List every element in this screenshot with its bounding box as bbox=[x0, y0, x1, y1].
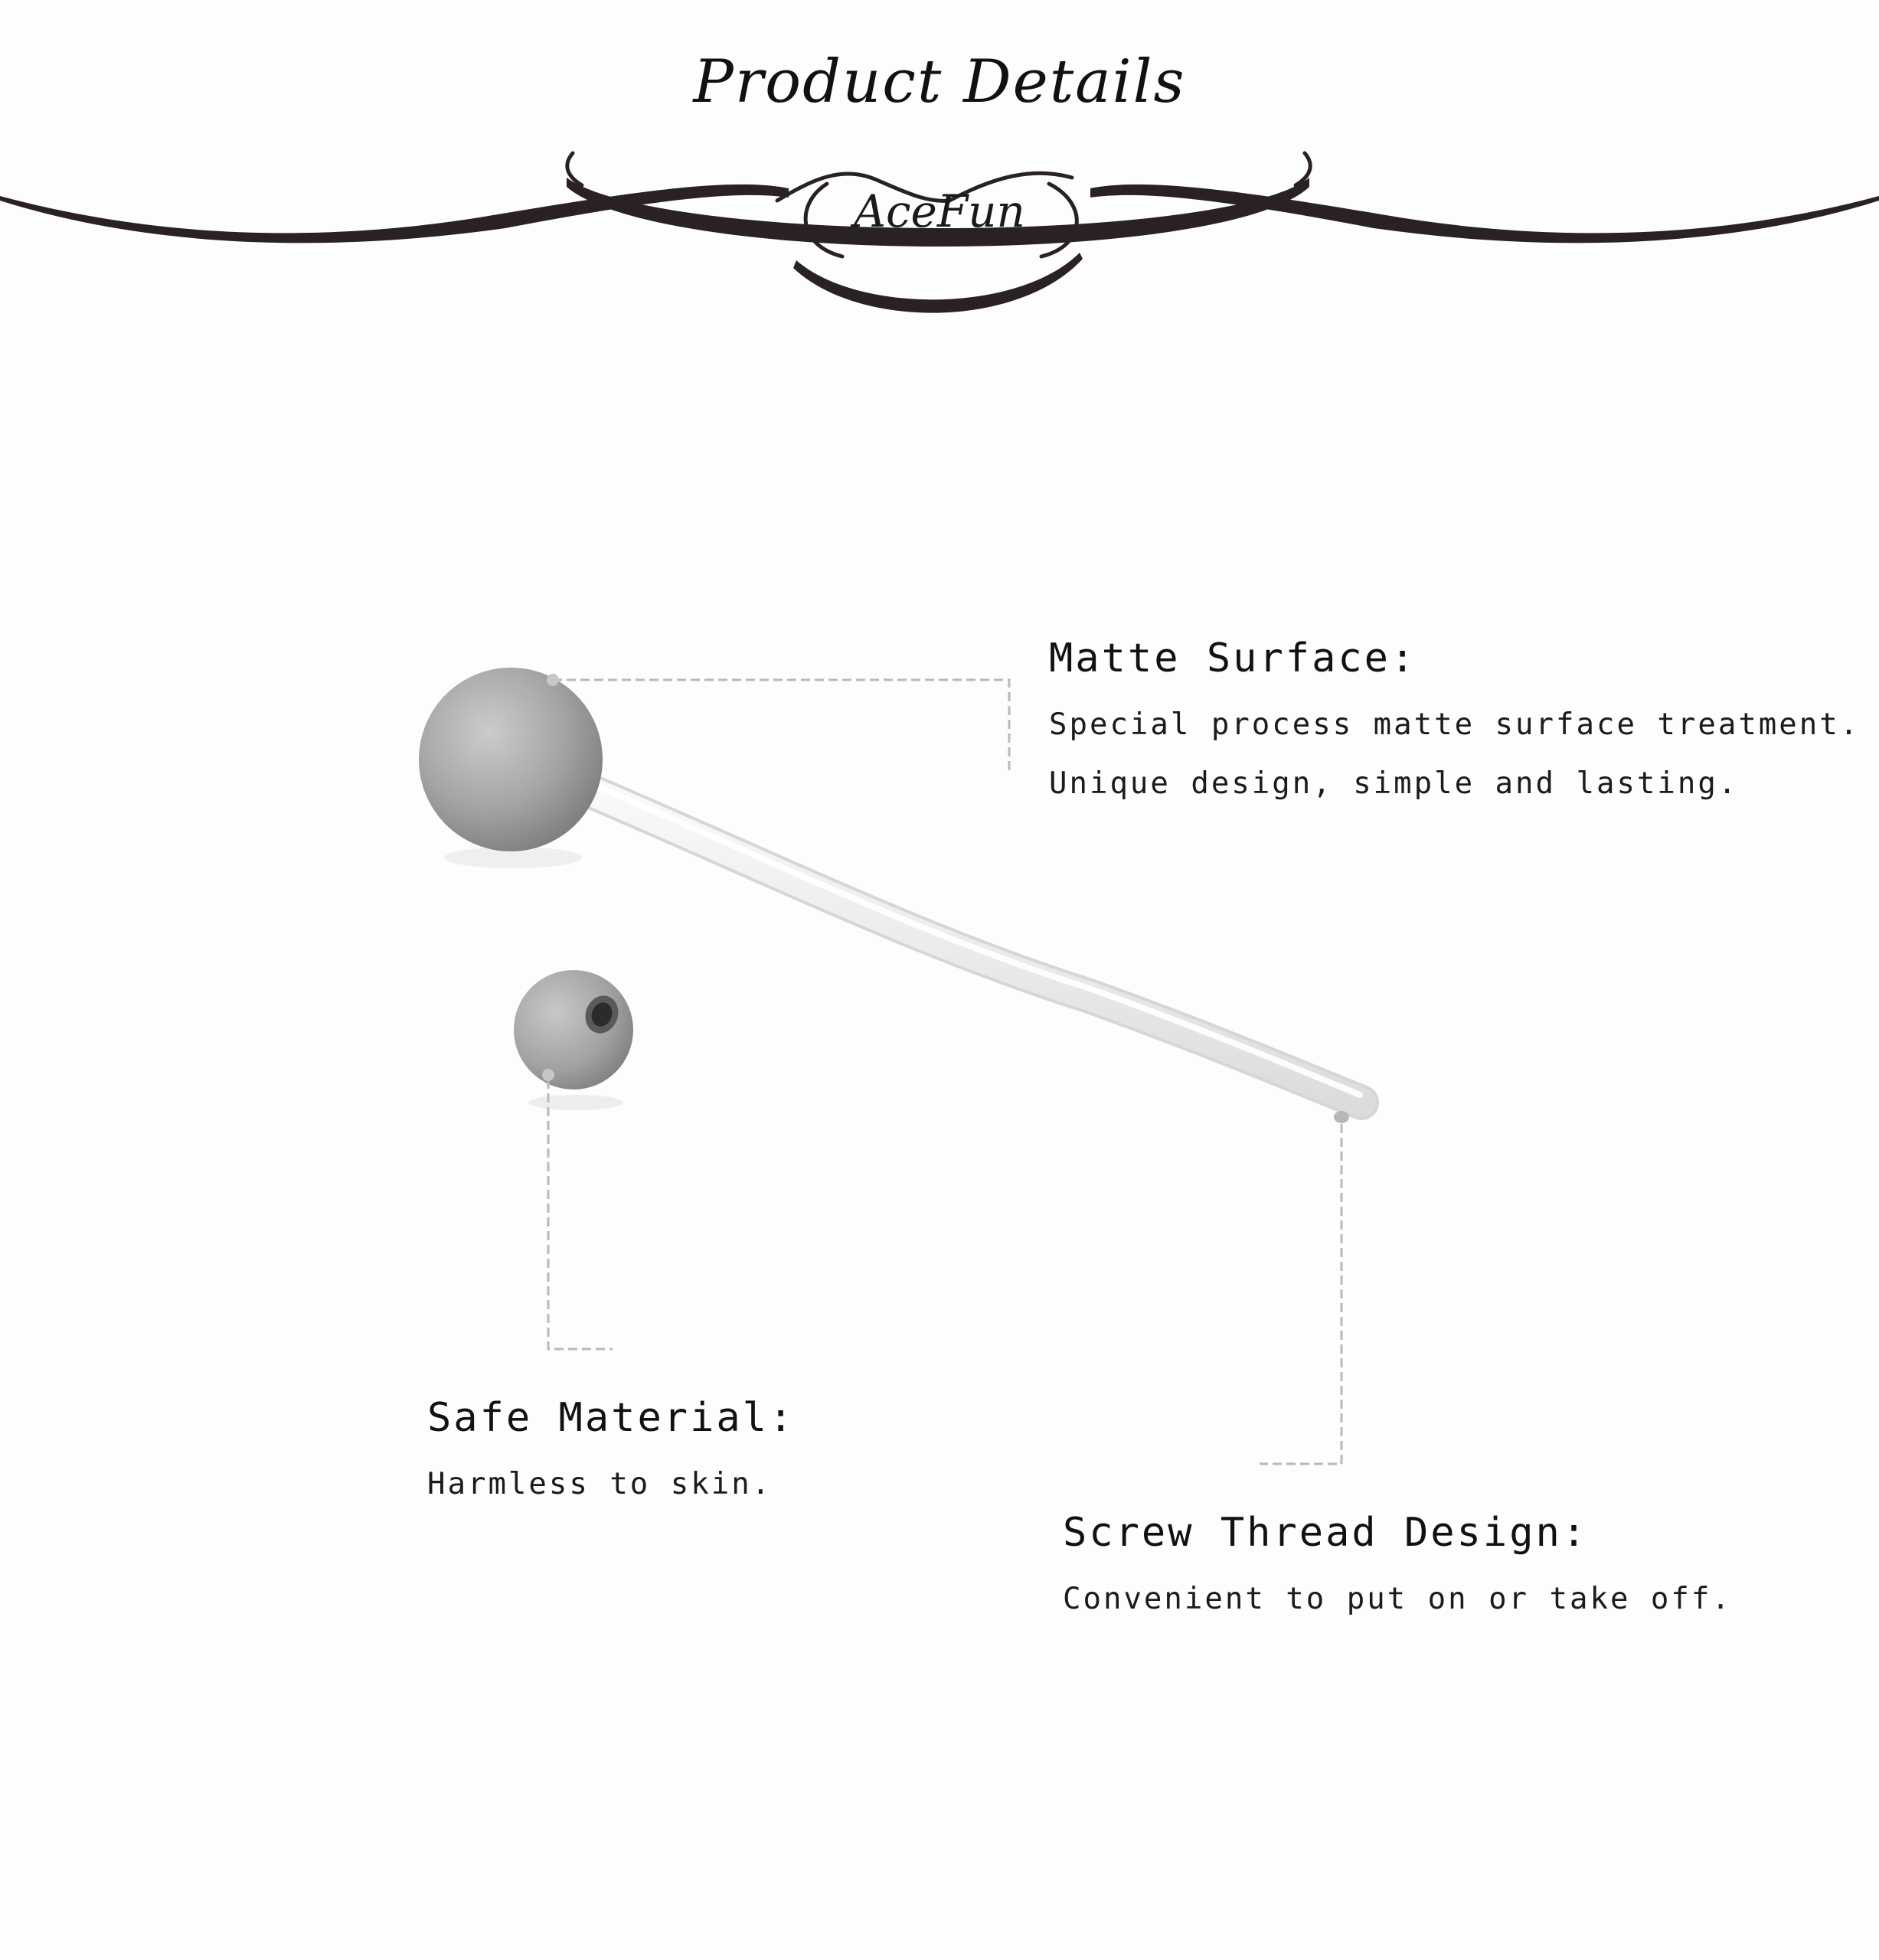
callout-text: Convenient to put on or take off. bbox=[1063, 1582, 1732, 1616]
callout-heading: Screw Thread Design: bbox=[1063, 1510, 1589, 1556]
callout-text: Unique design, simple and lasting. bbox=[1049, 766, 1739, 801]
callout-safe-material bbox=[427, 1395, 795, 1501]
callout-heading: Matte Surface: bbox=[1049, 635, 1417, 681]
callout-screw-thread bbox=[1063, 1510, 1732, 1616]
callout-matte-surface bbox=[1049, 635, 1860, 801]
large-ball bbox=[419, 668, 603, 868]
barbell-rod bbox=[567, 775, 1361, 1123]
small-ball bbox=[514, 970, 633, 1110]
callout-text: Special process matte surface treatment. bbox=[1049, 707, 1861, 742]
page-title: Product Details bbox=[693, 47, 1186, 116]
callout-text: Harmless to skin. bbox=[427, 1467, 773, 1501]
callout-heading: Safe Material: bbox=[427, 1395, 796, 1441]
brand-wordmark: AceFun bbox=[854, 185, 1025, 237]
